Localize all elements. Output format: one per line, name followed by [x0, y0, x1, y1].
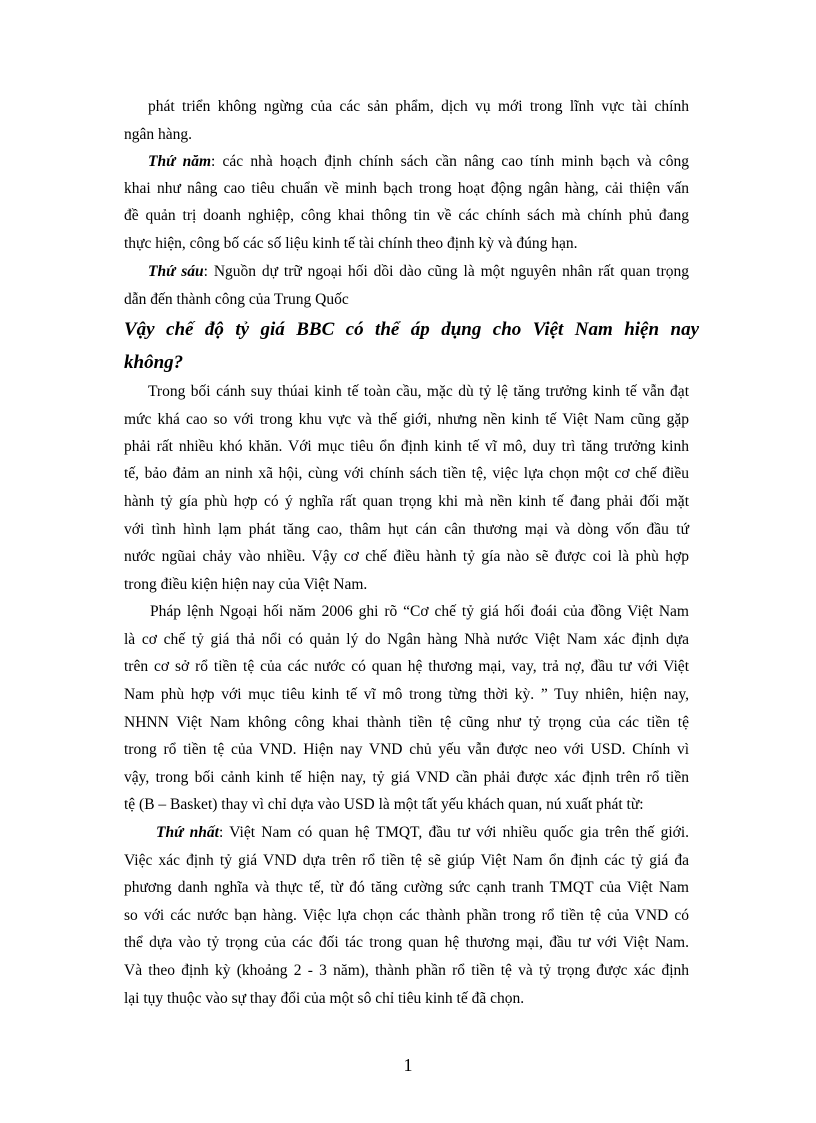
text-line: khai như nâng cao tiêu chuẩn về minh bạch trong hoạt động ngân hàng, cải thiện vấn	[124, 180, 689, 197]
text-line	[156, 823, 689, 843]
text-line: Pháp lệnh Ngoại hối năm 2006 ghi rõ “Cơ chế tỷ giá hối đoái của đồng Việt Nam	[150, 603, 689, 620]
text-line: phát triển không ngừng của các sản phẩm, dịch vụ mới trong lĩnh vực tài chính	[148, 98, 689, 115]
text-line: trong điều kiện hiện nay của Việt Nam.	[124, 576, 368, 593]
text-line: thể dựa vào tỷ trọng của các đối tác trong quan hệ thương mại, đầu tư với Việt Nam.	[124, 934, 689, 951]
text-line: ngân hàng.	[124, 126, 193, 143]
text-line: nước ngũai chảy vào nhiều. Vậy cơ chế điều hành tỷ gía nào sẽ được coi là phù hợp	[124, 548, 689, 565]
text-line: so với các nước bạn hàng. Việc lựa chọn các thành phần trong rổ tiền tệ của VND có	[124, 907, 689, 924]
text-line: Việc xác định tỷ giá VND dựa trên rổ tiền tệ sẽ giúp Việt Nam ổn định các tỷ giá đa	[124, 852, 689, 869]
page-number: 1	[403, 1055, 413, 1075]
section-heading: không?	[124, 352, 184, 373]
text-line: phương danh nghĩa và thực tế, từ đó tăng cường sức cạnh tranh TMQT của Việt Nam	[124, 879, 689, 896]
text-line	[148, 152, 689, 172]
text-line: tế, bảo đảm an ninh xã hội, cùng với chính sách tiền tệ, việc lựa chọn một cơ chế điều	[124, 465, 689, 482]
text-line: tệ (B – Basket) thay vì chỉ dựa vào USD là một tất yếu khách quan, nú xuất phát từ:	[124, 796, 644, 813]
point-lead: Thứ nhất	[156, 824, 219, 841]
section-heading: Vậy chế độ tỷ giá BBC có thể áp dụng cho Việt Nam hiện nay	[124, 319, 699, 340]
text-line: với tình hình lạm phát tăng cao, thâm hụt cán cân thương mại và dòng vốn đầu tứ	[124, 521, 689, 538]
point-lead: Thứ năm	[148, 153, 212, 170]
text-line: trên cơ sở rổ tiền tệ của các nước có quan hệ thương mại, vay, trả nợ, đầu tư với Việt	[124, 658, 689, 675]
text-line	[148, 262, 689, 282]
text-line: Nam phù hợp với mục tiêu kinh tế vĩ mô trong từng thời kỳ. ” Tuy nhiên, hiện nay,	[124, 686, 689, 703]
text-span: : Nguồn dự trữ ngoại hối dồi dào cũng là một nguyên nhân rất quan trọng	[203, 263, 689, 280]
text-line: phải rất nhiều khó khăn. Với mục tiêu ổn định kinh tế vĩ mô, duy trì tăng trưởng kinh	[124, 438, 689, 455]
text-span: : Việt Nam có quan hệ TMQT, đầu tư với nhiều quốc gia trên thế giới.	[218, 824, 690, 841]
text-line: thực hiện, công bố các số liệu kinh tế tài chính theo định kỳ và đúng hạn.	[124, 235, 578, 252]
text-line: NHNN Việt Nam không công khai thành tiền tệ cũng như tỷ trọng của các tiền tệ	[124, 714, 689, 731]
text-line: đề quản trị doanh nghiệp, công khai thông tin về các chính sách mà chính phủ đang	[124, 207, 689, 224]
text-line: Trong bối cánh suy thúai kinh tế toàn cầu, mặc dù tỷ lệ tăng trưởng kinh tế vẫn đạt	[148, 383, 689, 400]
text-line: Và theo định kỳ (khoảng 2 - 3 năm), thành phần rổ tiền tệ và tỷ trọng được xác định	[124, 962, 689, 979]
text-line: hành tỷ gía phù hợp có ý nghĩa rất quan trọng khi mà nền kinh tế đang phải đối mặt	[124, 493, 689, 510]
text-line: lại tụy thuộc vào sự thay đổi của một sô chỉ tiêu kinh tế đã chọn.	[124, 990, 525, 1007]
text-line: trong rổ tiền tệ của VND. Hiện nay VND chủ yếu vẫn được neo với USD. Chính vì	[124, 741, 689, 758]
text-span: : các nhà hoạch định chính sách cần nâng cao tính minh bạch và công	[211, 153, 689, 170]
text-line: vậy, trong bối cảnh kinh tế hiện nay, tỷ giá VND cần phải được xác định trên rổ tiền	[124, 769, 689, 786]
text-line: là cơ chế tỷ giá thả nổi có quản lý do Ngân hàng Nhà nước Việt Nam xác định dựa	[124, 631, 689, 648]
text-line: dẫn đến thành công của Trung Quốc	[124, 291, 349, 308]
point-lead: Thứ sáu	[148, 263, 204, 280]
text-line: mức khá cao so với trong khu vực và thế giới, nhưng nền kinh tế Việt Nam cũng gặp	[124, 411, 689, 428]
